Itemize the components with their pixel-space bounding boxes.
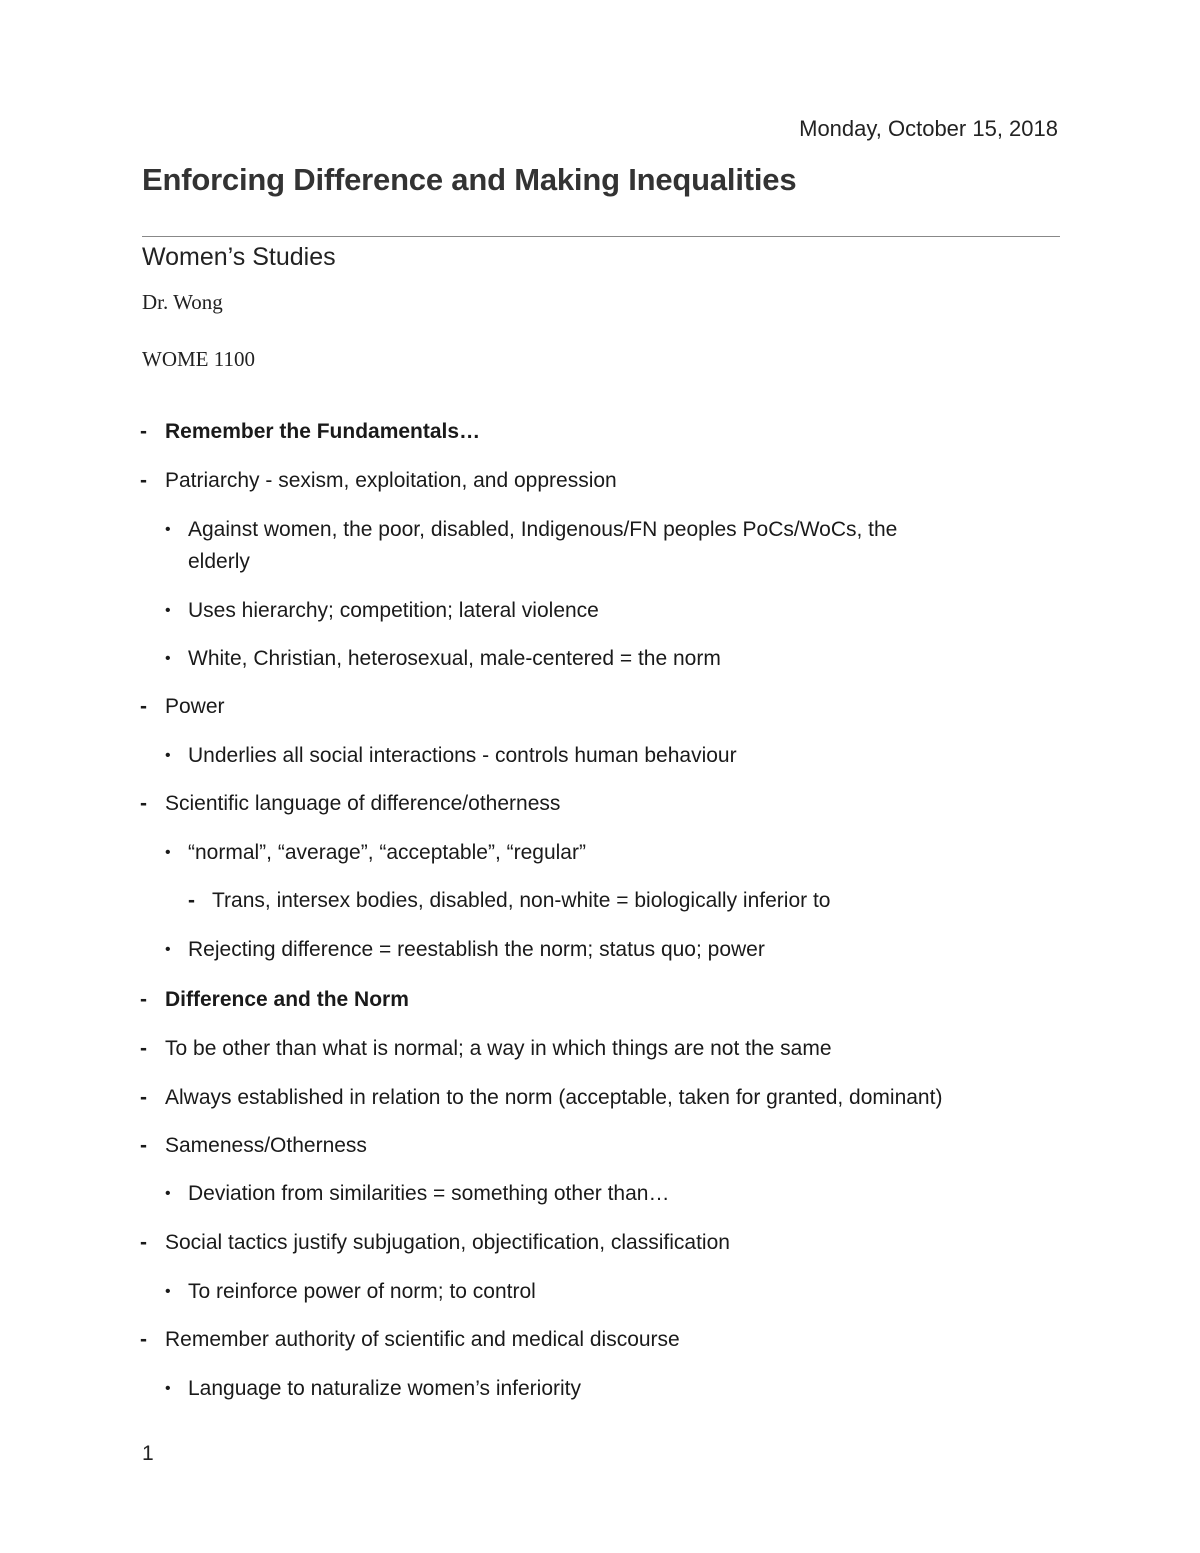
note-item: Power [165, 695, 225, 718]
dash-marker: - [140, 420, 147, 443]
dash-marker: - [140, 695, 147, 718]
note-item-continuation: elderly [188, 550, 250, 573]
note-item: Remember authority of scientific and medical discourse [165, 1328, 680, 1351]
bullet-marker: • [165, 650, 171, 667]
section-heading-difference: Difference and the Norm [165, 988, 409, 1011]
note-item: Scientific language of difference/otherness [165, 792, 561, 815]
dash-marker: - [140, 988, 147, 1011]
bullet-marker: • [165, 602, 171, 619]
note-item: Uses hierarchy; competition; lateral violence [188, 599, 599, 622]
dash-marker: - [140, 1037, 147, 1060]
course-code: WOME 1100 [142, 347, 255, 371]
note-item: Social tactics justify subjugation, objectification, classification [165, 1231, 730, 1254]
page-number: 1 [142, 1442, 154, 1465]
bullet-marker: • [165, 521, 171, 538]
dash-marker: - [140, 1328, 147, 1351]
bullet-marker: • [165, 1380, 171, 1397]
dash-marker: - [140, 469, 147, 492]
bullet-marker: • [165, 844, 171, 861]
note-item: Sameness/Otherness [165, 1134, 367, 1157]
note-item: Against women, the poor, disabled, Indigenous/FN peoples PoCs/WoCs, the [188, 518, 898, 541]
note-item: Trans, intersex bodies, disabled, non-white = biologically inferior to [212, 889, 831, 912]
note-item: Deviation from similarities = something other than… [188, 1182, 670, 1205]
bullet-marker: • [165, 941, 171, 958]
dash-marker: - [140, 1134, 147, 1157]
note-item: White, Christian, heterosexual, male-centered = the norm [188, 647, 721, 670]
instructor-name: Dr. Wong [142, 290, 223, 314]
dash-marker: - [140, 1086, 147, 1109]
lecture-date: Monday, October 15, 2018 [799, 116, 1058, 141]
bullet-marker: • [165, 1283, 171, 1300]
title-divider [142, 236, 1060, 237]
bullet-marker: • [165, 747, 171, 764]
note-item: Patriarchy - sexism, exploitation, and oppression [165, 469, 617, 492]
dash-marker: - [188, 889, 195, 912]
dash-marker: - [140, 792, 147, 815]
note-item: To reinforce power of norm; to control [188, 1280, 536, 1303]
section-heading-fundamentals: Remember the Fundamentals… [165, 420, 481, 443]
note-item: Language to naturalize women’s inferiority [188, 1377, 582, 1400]
bullet-marker: • [165, 1185, 171, 1202]
note-item: Rejecting difference = reestablish the norm; status quo; power [188, 938, 765, 961]
note-item: “normal”, “average”, “acceptable”, “regular” [188, 841, 586, 864]
dash-marker: - [140, 1231, 147, 1254]
note-item: Underlies all social interactions - controls human behaviour [188, 744, 737, 767]
note-item: To be other than what is normal; a way in which things are not the same [165, 1037, 832, 1060]
course-subject: Women’s Studies [142, 243, 336, 271]
note-item: Always established in relation to the norm (acceptable, taken for granted, dominant) [165, 1086, 943, 1109]
page-title: Enforcing Difference and Making Inequalities [142, 162, 797, 197]
